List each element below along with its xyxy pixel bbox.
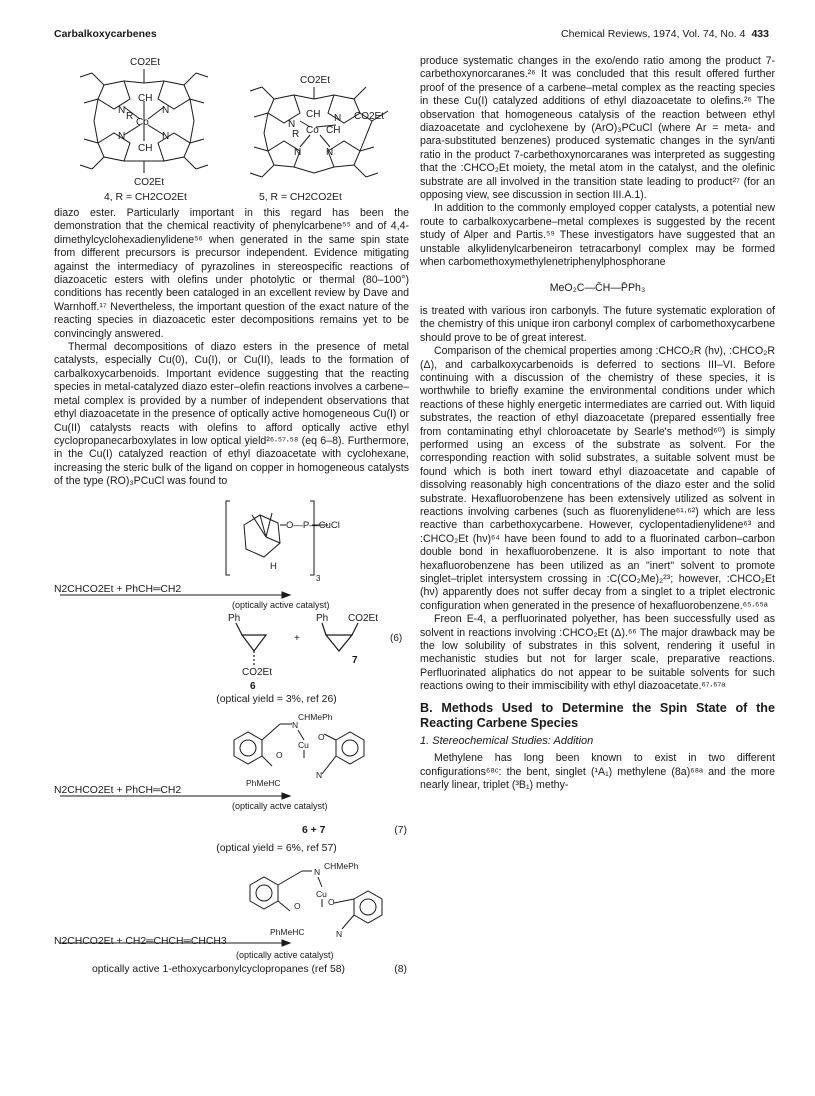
right-column bbox=[420, 55, 775, 792]
eq6-number: (6) bbox=[390, 632, 403, 644]
eq8-catalyst-label: (optically active catalyst) bbox=[236, 950, 334, 961]
structure-5-caption: 5, R = CH2CO2Et bbox=[259, 192, 342, 203]
eq7-products: 6 + 7 bbox=[302, 824, 326, 836]
s5-n4: N bbox=[326, 147, 334, 158]
eq8-cat-cu: Cu bbox=[316, 889, 327, 900]
eq8-cat-o1: O bbox=[294, 901, 301, 912]
s4-top-ester: CO2Et bbox=[130, 57, 161, 68]
eq7-cat-o1: O bbox=[276, 749, 283, 760]
s5-n1: N bbox=[288, 119, 296, 130]
s4-n4: N bbox=[162, 131, 170, 142]
s4-n3: N bbox=[118, 131, 126, 142]
eq8-cat-top: CHMePh bbox=[324, 861, 359, 872]
right-paragraph-1: produce systematic changes in the exo/endo ratio among the product 7-carbethoxynorcaranes.²⁶ It was concluded that this result offered further proof of the presence of a carbene–metal complex as the reacting species in these Cu(I) catalyzed additions of ethyl diazoacetate to olefins.²⁶ The observation that homogeneous catalysis of the reaction between ethyl diazoacetate and cyclohexene by (ArO)₃PCuCl (where Ar = meta- and para-substituted benzenes) produced systematic changes in the syn/anti ratio in the product 7-carbethoxynorcaranes was interpreted as suggesting that the :CHCO₂Et moiety, the metal atom in the catalyst, and the olefinic substrate are all involved in the transition state leading to product²⁷ (for an opposing view, see discussion in section III.A.1). bbox=[420, 55, 775, 202]
right-paragraph-5: Freon E-4, a perfluorinated polyether, has been successfully used as solvent in reactions involving :CHCO₂Et (Δ).⁶⁶ The major drawback may be the low solubility of substrates in this solvent, rendering it useful in mechanistic studies but not for larger scale, preparative reactions. Perfluorinated aliphatics do not appear to be suitable solvents for such reactions owing to their immiscibility with ethyl diazoacetate.⁶⁷·⁶⁷ᵃ bbox=[420, 613, 775, 693]
eq8-cat-n2: N bbox=[336, 929, 343, 940]
product7-ph: Ph bbox=[316, 612, 329, 624]
eq7-cat-cu: Cu bbox=[298, 739, 309, 750]
left-paragraph-2: Thermal decompositions of diazo esters in the presence of metal catalysts, especially Cu(0), Cu(I), or Cu(II), leads to the formation of carbalkoxycarbenoids. Important evidence suggesting that the reacting species in metal-catalyzed diazo ester–olefin reactions involves a carbene–metal complex is provided by a number of independent observations that ethyl diazoacetate in the presence of optically active homogeneous Cu(I) or Cu(II) catalysts reacts with olefins to afford optically active ethyl cyclopropanecarboxylates in low optical yield²⁶·⁵⁷·⁵⁸ (eq 6–8). Furthermore, in the Cu(I) catalyzed reaction of ethyl diazoacetate with cyclohexane, increasing the steric bulk of the ligand on copper in homogeneous catalysts of the type (RO)₃PCuCl was found to bbox=[54, 341, 409, 488]
equation-8 bbox=[54, 859, 409, 961]
product6-ph: Ph bbox=[228, 612, 241, 624]
left-paragraph-1: diazo ester. Particularly important in this regard has been the demonstration that the chemical reactivity of phenylcarbene⁵⁵ and of 4,4-dimethylcyclohexadienylidene⁵⁶ when generated in the same spin state from different precursors is precursor independent. Evidence mitigating against the intermediacy of pyrazolines in stereospecific reactions of diazoacetic esters with olefins under photolytic or thermal (80–100°) conditions has recently been cataloged in an excellent review by Dave and Warnhoff.¹⁷ Nevertheless, the important question of the exact nature of the reacting species in diazoacetic ester decompositions remains yet to be convincingly answered. bbox=[54, 207, 409, 340]
right-paragraph-2: In addition to the commonly employed copper catalysts, a potential new route to carbalkoxycarbene–metal complexes is suggested by the recent study of Alper and Partis.⁵⁹ These investigators have suggested that an unstable alkylidenylcarbeneiron tetracarbonyl complex may be formed when carbomethoxymethylenetriphenylphosphorane bbox=[420, 202, 775, 269]
s4-cobalt: Co bbox=[136, 117, 149, 128]
structure-4-caption: 4, R = CH2CO2Et bbox=[104, 192, 187, 203]
eq7-cat-n1: N bbox=[292, 719, 299, 730]
right-paragraph-6: Methylene has long been known to exist in two different configurations⁶⁸ᶜ: the bent, singlet (¹A₁) methylene (8a)⁶⁸ᵃ and the more nearly linear, triplet (³B₁) methy- bbox=[420, 752, 775, 791]
eq6-drawing bbox=[54, 495, 409, 615]
eq6-catalyst-sub: 3 bbox=[316, 573, 321, 583]
eq7-cat-n2: N bbox=[316, 769, 323, 780]
page-header bbox=[54, 28, 769, 44]
s5-r: R bbox=[292, 129, 300, 140]
s5-n2: N bbox=[334, 113, 342, 124]
section-b-heading: B. Methods Used to Determine the Spin State of the Reacting Carbene Species bbox=[420, 700, 775, 730]
eq6-reactants: N2CHCO2Et + PhCH═CH2 bbox=[54, 583, 182, 595]
equation-6 bbox=[54, 495, 409, 693]
s5-n3: N bbox=[294, 147, 302, 158]
s4-ch-bottom: CH bbox=[138, 143, 153, 154]
product6-num: 6 bbox=[250, 680, 256, 692]
eq7-cat-left: PhMeHC bbox=[246, 777, 281, 788]
subsection-1-heading: 1. Stereochemical Studies: Addition bbox=[420, 734, 594, 747]
eq6-catalyst-h: H bbox=[270, 560, 277, 572]
eq8-number: (8) bbox=[394, 964, 407, 976]
product6-ester: CO2Et bbox=[242, 666, 273, 678]
eq8-cat-left: PhMeHC bbox=[270, 927, 305, 938]
eq7-catalyst-label: (optically actve catalyst) bbox=[232, 800, 328, 811]
journal-citation bbox=[561, 28, 769, 40]
journal-name: Chemical Reviews, 1974, Vol. 74, No. 4 bbox=[561, 28, 746, 40]
left-column bbox=[54, 55, 409, 979]
eq7-number: (7) bbox=[394, 824, 407, 836]
equation-7 bbox=[54, 712, 409, 822]
s5-top-ester: CO2Et bbox=[300, 75, 331, 86]
ylide-formula: MeO₂C—C̄H—P̄Ph₃ bbox=[549, 281, 646, 294]
s5-cobalt: Co bbox=[306, 125, 319, 136]
eq6-catalyst-group: O—P—CuCl bbox=[286, 519, 340, 531]
eq8-cat-n1: N bbox=[314, 867, 321, 878]
s4-n2: N bbox=[162, 105, 170, 116]
product7-ester: CO2Et bbox=[348, 612, 379, 624]
page-number: 433 bbox=[751, 28, 769, 40]
s4-n1: N bbox=[118, 105, 126, 116]
porphyrin-structures bbox=[54, 55, 409, 189]
eq6-catalyst-label: (optically active catalyst) bbox=[232, 599, 330, 610]
right-paragraph-4: Comparison of the chemical properties among :CHCO₂R (hν), :CHCO₂R (Δ), and carbalkoxycarbenoids is deferred to sections III–VI. Before continuing with a discussion of the chemistry of these species, it is worthwhile to briefly examine the environmental conditions under which reactions of these highly energetic intermediates are carried out. With liquid substrates, the reaction of ethyl diazoacetate (prepared essentially free from contaminating ethyl chloroacetate by Searle's method⁶⁰) is simply performed using an excess of the substrate as solvent. For the corresponding reaction with solid substrates, a suitable solvent must be found which is both inert toward ethyl diazoacetate and capable of dissolving reasonably high concentrations of the diazo ester and the solid substrate. Hexafluorobenzene has been extensively utilized as solvent in reactions involving carbenes (such as fluorenylidene⁶¹·⁶²) which are less reactive than carbethoxycarbene. However, cyclopentadienylidene⁶³ and :CHCO₂Et (hν)⁶⁴ have been found to add to a fluorinated carbon–carbon double bond in hexafluorobenzene. It is also important to note that hexafluorobenzene has been utilized as an "inert" solvent to promote singlet–triplet intersystem crossing in :C(CO₂Me)₂²³; however, :CHCO₂Et (hν) apparently does not suffer decay from a singlet to a triplet electronic configuration when generated in the presence of hexafluorobenzene.⁶⁵·⁶⁵ᵃ bbox=[420, 345, 775, 612]
s5-ch: CH bbox=[306, 109, 321, 120]
eq8-product-line: optically active 1-ethoxycarbonylcyclopropanes (ref 58) bbox=[92, 964, 345, 976]
running-title: Carbalkoxycarbenes bbox=[54, 28, 157, 40]
eq6-yield: (optical yield = 3%, ref 26) bbox=[216, 693, 337, 705]
s5-right-ester: CO2Et bbox=[354, 111, 385, 122]
eq7-reactants: N2CHCO2Et + PhCH═CH2 bbox=[54, 784, 182, 796]
s4-ch-top: CH bbox=[138, 93, 153, 104]
eq7-yield: (optical yield = 6%, ref 57) bbox=[216, 842, 337, 854]
eq8-cat-o2: O bbox=[328, 897, 335, 908]
eq7-cat-top: CHMePh bbox=[298, 711, 333, 722]
s4-r: R bbox=[126, 111, 134, 122]
eq6-products bbox=[54, 613, 409, 693]
eq6-plus: + bbox=[294, 632, 300, 644]
structure-row bbox=[54, 55, 409, 207]
eq8-products-row bbox=[54, 963, 409, 979]
s4-bottom-ester: CO2Et bbox=[134, 177, 165, 188]
structure-5-drawing bbox=[250, 87, 388, 177]
product7-num: 7 bbox=[352, 654, 358, 666]
eq8-reactants: N2CHCO2Et + CH2═CHCH═CHCH3 bbox=[54, 936, 227, 948]
eq7-cat-o2: O bbox=[318, 731, 325, 742]
eq7-products-row bbox=[54, 822, 409, 840]
s5-ch-right: CH bbox=[326, 125, 341, 136]
right-paragraph-3: is treated with various iron carbonyls. The future systematic exploration of the chemistry of this unique iron carbonyl complex of carbomethoxycarbene should prove to be of great interest. bbox=[420, 304, 775, 344]
